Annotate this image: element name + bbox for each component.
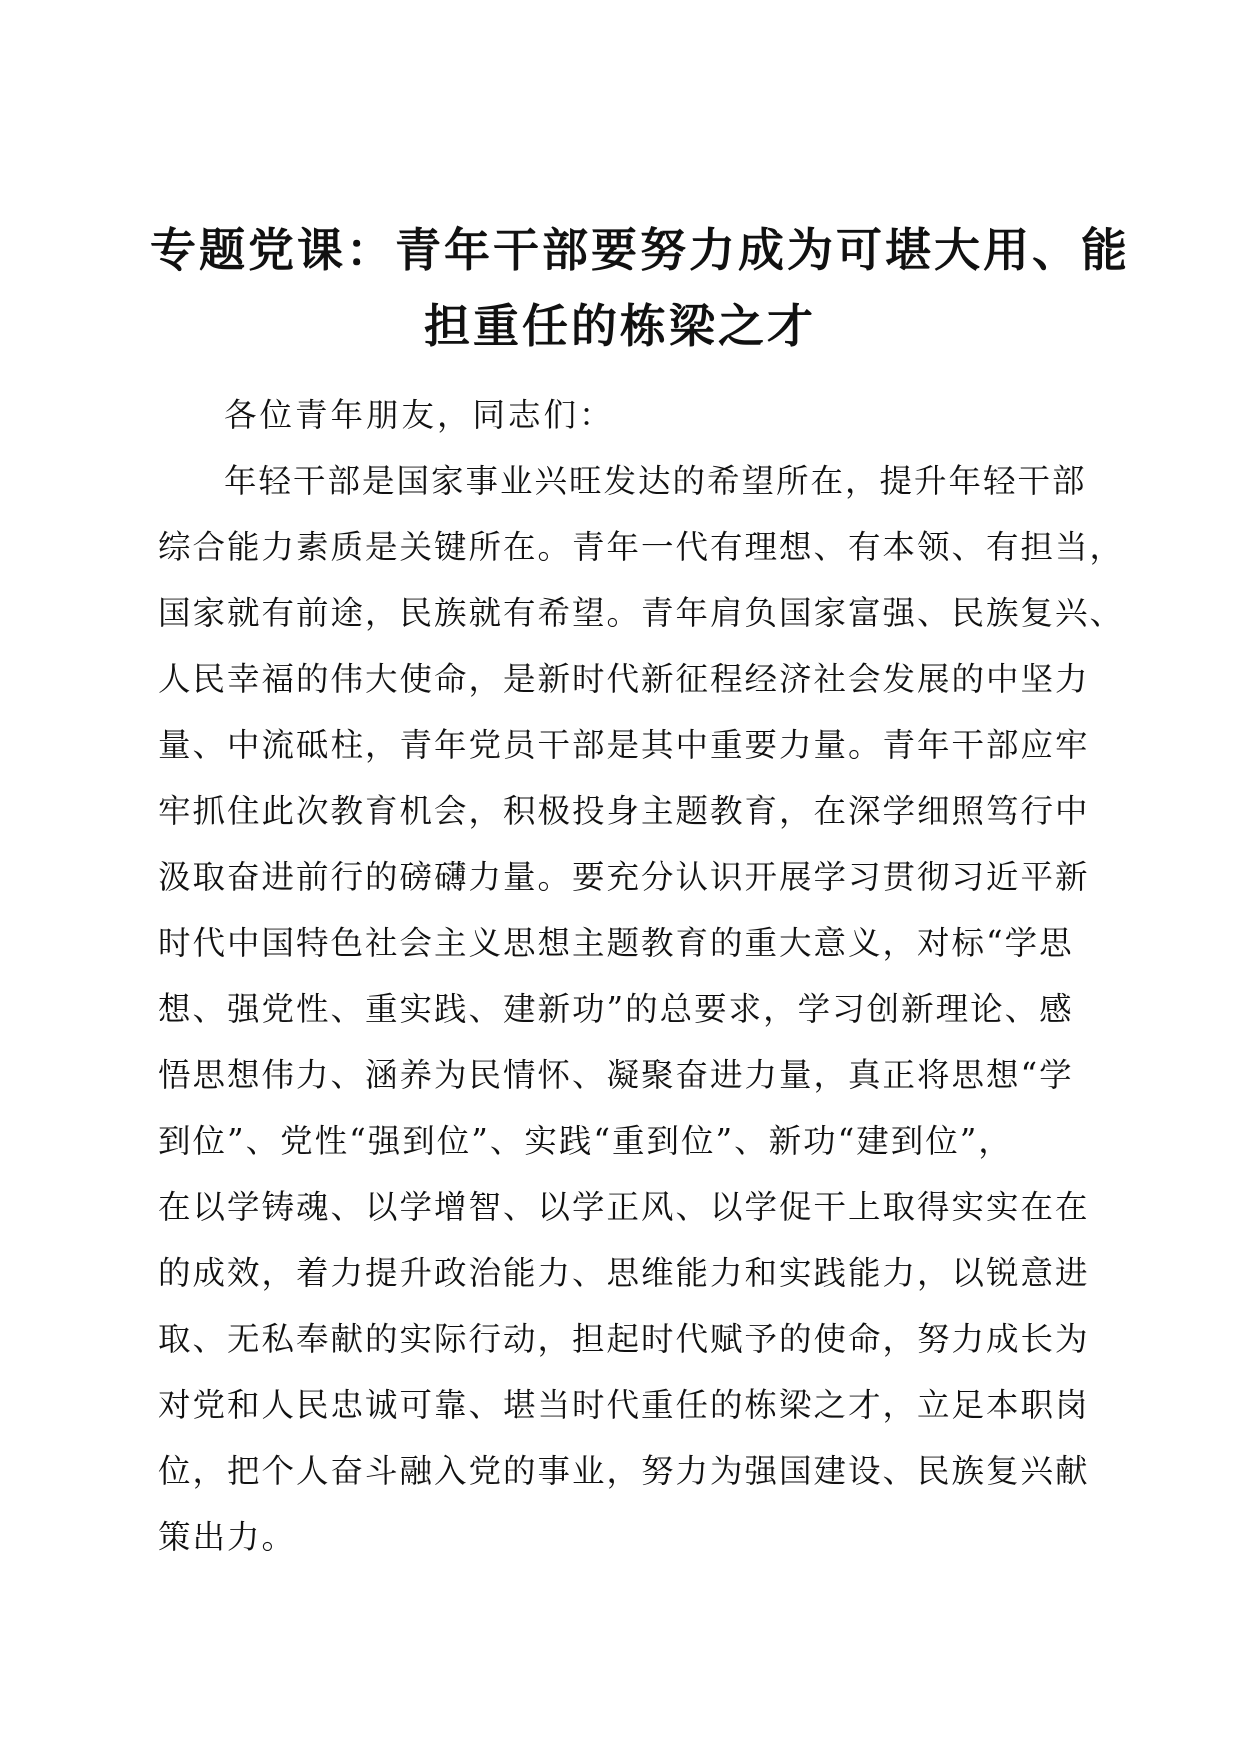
paragraph-line: 量、中流砥柱，青年党员干部是其中重要力量。青年干部应牢 xyxy=(158,726,1090,764)
paragraph-line: 国家就有前途，民族就有希望。青年肩负国家富强、民族复兴、 xyxy=(158,594,1125,632)
document-body xyxy=(158,382,1125,1570)
paragraph-line: 对党和人民忠诚可靠、堪当时代重任的栋梁之才，立足本职岗 xyxy=(158,1386,1090,1424)
paragraph-line: 的成效，着力提升政治能力、思维能力和实践能力，以锐意进 xyxy=(158,1254,1090,1292)
title-line: 专题党课：青年干部要努力成为可堪大用、能 xyxy=(150,223,1130,277)
paragraph-line: 策出力。 xyxy=(158,1518,297,1556)
paragraph-line: 人民幸福的伟大使命，是新时代新征程经济社会发展的中坚力 xyxy=(158,660,1090,698)
paragraph-line: 综合能力素质是关键所在。青年一代有理想、有本领、有担当， xyxy=(158,528,1125,566)
paragraph-line: 牢抓住此次教育机会，积极投身主题教育，在深学细照笃行中 xyxy=(158,792,1090,830)
paragraph-line: 想、强党性、重实践、建新功”的总要求，学习创新理论、感 xyxy=(158,990,1074,1028)
document-title xyxy=(150,212,1130,364)
paragraph-line: 在以学铸魂、以学增智、以学正风、以学促干上取得实实在在 xyxy=(158,1188,1090,1226)
paragraph-line: 悟思想伟力、涵养为民情怀、凝聚奋进力量，真正将思想“学 xyxy=(158,1056,1074,1094)
salutation: 各位青年朋友，同志们： xyxy=(224,396,615,434)
paragraph-line: 取、无私奉献的实际行动，担起时代赋予的使命，努力成长为 xyxy=(158,1320,1090,1358)
paragraph-line: 到位”、党性“强到位”、实践“重到位”、新功“建到位”， xyxy=(158,1122,1013,1160)
title-line: 担重任的栋梁之才 xyxy=(424,299,816,353)
paragraph-line: 位，把个人奋斗融入党的事业，努力为强国建设、民族复兴献 xyxy=(158,1452,1090,1490)
paragraph-line: 时代中国特色社会主义思想主题教育的重大意义，对标“学思 xyxy=(158,924,1074,962)
paragraph-line: 年轻干部是国家事业兴旺发达的希望所在，提升年轻干部 xyxy=(224,462,1087,500)
paragraph-line: 汲取奋进前行的磅礴力量。要充分认识开展学习贯彻习近平新 xyxy=(158,858,1090,896)
paragraph xyxy=(158,448,1125,1570)
